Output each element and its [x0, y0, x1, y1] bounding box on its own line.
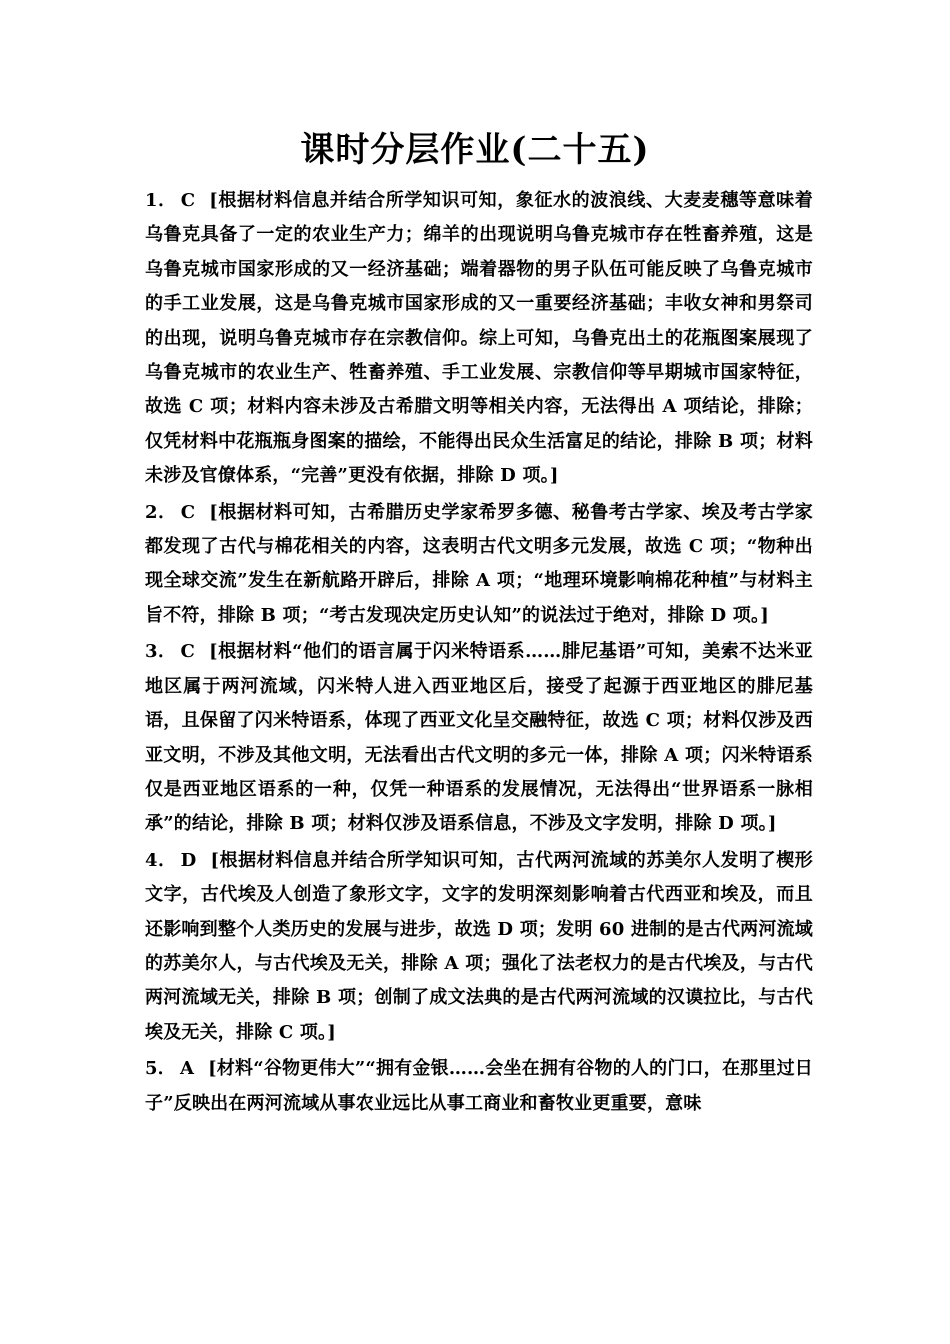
- answer-explanation: [根据材料可知，古希腊历史学家希罗多德、秘鲁考古学家、埃及考古学家都发现了古代与棉花相关的内容，这表明古代文明多元发展，故选 C 项；“物种出现全球交流”发生在新航路开辟后，排除 A 项；“地理环境影响棉花种植”与材料主旨不符，排除 B 项；“考古发现决定历史认知”的说法过于绝对，排除 D 项。]: [145, 501, 813, 626]
- answer-number: 4．: [145, 849, 177, 871]
- answer-choice: C: [180, 641, 196, 663]
- answer-number: 2．: [145, 501, 177, 523]
- answer-choice: D: [180, 849, 197, 871]
- answer-choice: C: [180, 501, 196, 523]
- answer-choice: A: [179, 1058, 195, 1080]
- answer-item-2: [145, 496, 813, 634]
- answer-number: 5．: [145, 1058, 176, 1080]
- answer-number: 3．: [145, 641, 177, 663]
- answer-item-5: [145, 1052, 813, 1121]
- answer-item-3: [145, 635, 813, 841]
- answer-explanation: [根据材料信息并结合所学知识可知，象征水的波浪线、大麦麦穗等意味着乌鲁克具备了一定的农业生产力；绵羊的出现说明乌鲁克城市存在牲畜养殖，这是乌鲁克城市国家形成的又一经济基础；端着器物的男子队伍可能反映了乌鲁克城市的手工业发展，这是乌鲁克城市国家形成的又一重要经济基础；丰收女神和男祭司的出现，说明乌鲁克城市存在宗教信仰。综上可知，乌鲁克出土的花瓶图案展现了乌鲁克城市的农业生产、牲畜养殖、手工业发展、宗教信仰等早期城市国家特征，故选 C 项；材料内容未涉及古希腊文明等相关内容，无法得出 A 项结论，排除；仅凭材料中花瓶瓶身图案的描绘，不能得出民众生活富足的结论，排除 B 项；材料未涉及官僚体系，“完善”更没有依据，排除 D 项。]: [145, 190, 813, 487]
- answer-item-1: [145, 184, 813, 494]
- answer-explanation: [根据材料“他们的语言属于闪米特语系……腓尼基语”可知，美索不达米亚地区属于两河流域，闪米特人进入西亚地区后，接受了起源于西亚地区的腓尼基语，且保留了闪米特语系，体现了西亚文化呈交融特征，故选 C 项；材料仅涉及西亚文明，不涉及其他文明，无法看出古代文明的多元一体，排除 A 项；闪米特语系仅是西亚地区语系的一种，仅凭一种语系的发展情况，无法得出“世界语系一脉相承”的结论，排除 B 项；材料仅涉及语系信息，不涉及文字发明，排除 D 项。]: [145, 641, 813, 835]
- answer-item-4: [145, 844, 813, 1050]
- answer-explanation: [根据材料信息并结合所学知识可知，古代两河流域的苏美尔人发明了楔形文字，古代埃及人创造了象形文字，文字的发明深刻影响着古代西亚和埃及，而且还影响到整个人类历史的发展与进步，故选 D 项；发明 60 进制的是古代两河流域的苏美尔人，与古代埃及无关，排除 A 项；强化了法老权力的是古代埃及，与古代两河流域无关，排除 B 项；创制了成文法典的是古代两河流域的汉谟拉比，与古代埃及无关，排除 C 项。]: [145, 849, 813, 1043]
- answer-explanation: [材料“谷物更伟大”“拥有金银……会坐在拥有谷物的人的门口，在那里过日子”反映出在两河流域从事农业远比从事工商业和畜牧业更重要，意味: [145, 1058, 813, 1114]
- answer-choice: C: [180, 190, 196, 211]
- answer-number: 1．: [145, 190, 177, 211]
- page-title: 课时分层作业(二十五): [300, 130, 650, 170]
- answer-list: [145, 184, 813, 1123]
